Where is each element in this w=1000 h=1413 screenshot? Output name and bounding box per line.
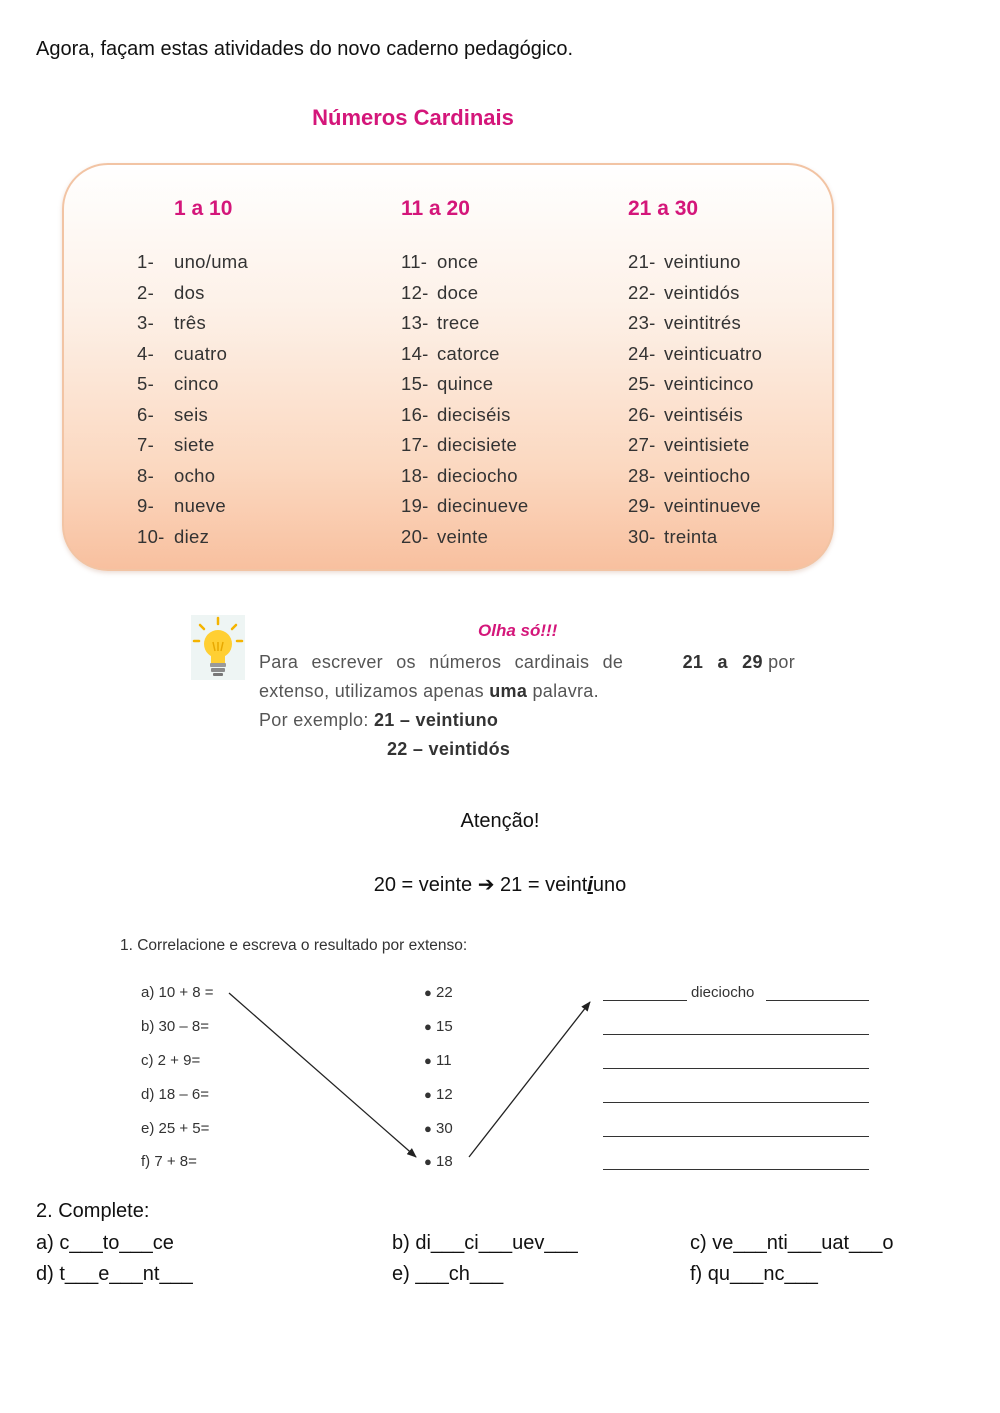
complete-item-d[interactable]: d) t___e___nt___ (36, 1263, 193, 1285)
list-item: 12- doce (401, 281, 479, 303)
question-a: a) 10 + 8 = (141, 984, 214, 1001)
list-item: 10- diez (137, 525, 210, 547)
answer-option[interactable]: ● 22 (424, 984, 453, 1001)
list-item: 11- once (401, 251, 479, 272)
list-item: 27- veintisiete (628, 434, 750, 455)
list-item: 23- veintitrés (628, 312, 742, 333)
arrow-18-to-answer (469, 1002, 590, 1157)
complete-item-c[interactable]: c) ve___nti___uat___o (690, 1232, 894, 1254)
list-item: 18- dieciocho (401, 464, 518, 486)
list-item: 8- ocho (137, 464, 216, 486)
answer-line[interactable] (603, 1034, 869, 1035)
list-item: 13- trece (401, 312, 480, 333)
list-item: 24- veinticuatro (628, 342, 763, 364)
answer-option[interactable]: ● 11 (424, 1052, 452, 1069)
list-item: 21- veintiuno (628, 251, 741, 272)
arrow-a-to-18 (229, 993, 416, 1157)
answer-line (766, 1000, 869, 1001)
complete-item-b[interactable]: b) di___ci___uev___ (392, 1232, 578, 1254)
list-item: 6- seis (137, 403, 209, 425)
question-d: d) 18 – 6= (141, 1086, 209, 1103)
answer-line[interactable] (603, 1136, 869, 1137)
question-f: f) 7 + 8= (141, 1153, 197, 1170)
complete-item-f[interactable]: f) qu___nc___ (690, 1263, 818, 1285)
list-item: 28- veintiocho (628, 464, 751, 486)
list-item: 19- diecinueve (401, 495, 529, 516)
list-item: 16- dieciséis (401, 403, 511, 425)
complete-item-a[interactable]: a) c___to___ce (36, 1232, 174, 1254)
list-item: 9- nueve (137, 495, 226, 516)
answer-option[interactable]: ● 12 (424, 1086, 453, 1103)
list-item: 14- catorce (401, 342, 500, 364)
list-item: 17- diecisiete (401, 434, 518, 455)
tip-text: Para escrever os números cardinais de 21 a 29 por extenso, utilizamos apenas uma palavra. Por exemplo: 21 – veintiuno 22 – veintidós (259, 652, 795, 759)
intro-text: Agora, façam estas atividades do novo caderno pedagógico. (36, 38, 574, 60)
list-item: 3- três (137, 312, 207, 333)
answer-option[interactable]: ● 30 (424, 1120, 453, 1137)
complete-item-e[interactable]: e) ___ch___ (392, 1263, 504, 1285)
exercise-2-title: 2. Complete: (36, 1200, 150, 1222)
column-heading-21-30: 21 a 30 (628, 197, 699, 220)
list-item: 2- dos (137, 281, 205, 303)
column-heading-1-10: 1 a 10 (174, 197, 233, 220)
answer-line[interactable] (603, 1169, 869, 1170)
list-item: 25- veinticinco (628, 373, 754, 394)
column-heading-11-20: 11 a 20 (401, 197, 470, 220)
list-item: 22- veintidós (628, 281, 740, 303)
formula-line: 20 = veinte ➔ 21 = veintiuno (373, 874, 627, 896)
list-item: 5- cinco (137, 373, 219, 394)
example-answer: dieciocho (691, 984, 755, 1001)
question-b: b) 30 – 8= (141, 1018, 209, 1035)
answer-line[interactable] (603, 1102, 869, 1103)
list-item: 7- siete (137, 434, 215, 455)
answer-line (603, 1000, 687, 1001)
list-item: 20- veinte (401, 525, 489, 547)
question-c: c) 2 + 9= (141, 1052, 201, 1069)
list-item: 15- quince (401, 373, 494, 394)
answer-option[interactable]: ● 15 (424, 1018, 453, 1035)
tip-title: Olha só!!! (478, 621, 558, 640)
attention-heading: Atenção! (460, 810, 540, 832)
question-e: e) 25 + 5= (141, 1120, 210, 1137)
list-item: 4- cuatro (137, 342, 228, 364)
arrow-right-icon: ➔ (477, 874, 495, 896)
list-item: 30- treinta (628, 525, 718, 547)
list-item: 26- veintiséis (628, 403, 744, 425)
exercise-1-instruction: 1. Correlacione e escreva o resultado por extenso: (120, 937, 468, 954)
list-item: 29- veintinueve (628, 495, 761, 516)
list-item: 1- uno/uma (137, 251, 249, 272)
answer-option[interactable]: ● 18 (424, 1153, 453, 1170)
answer-line[interactable] (603, 1068, 869, 1069)
card-title: Números Cardinais (312, 105, 514, 130)
